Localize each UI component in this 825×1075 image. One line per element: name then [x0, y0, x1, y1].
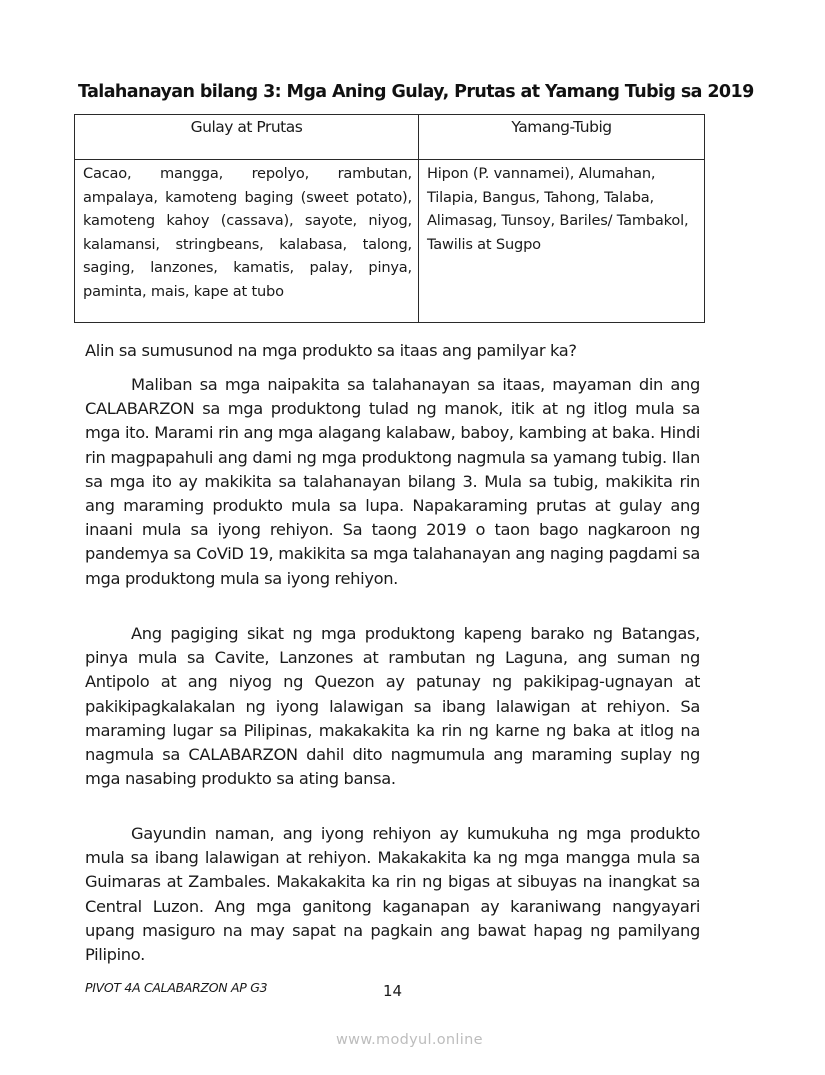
paragraph: [85, 622, 700, 791]
paragraph-text: Gayundin naman, ang iyong rehiyon ay kumukuha ng mga produkto mula sa ibang lalawigan at rehiyon. Makakakita ka ng mga mangga mula sa Guimaras at Zambales. Makakakita ka rin ng bigas at sibuyas na inangkat sa Central Luzon. Ang mga ganitong kaganapan ay karaniwang nangyayari upang masiguro na may sapat na pagkain ang bawat hapag ng pamilyang Pilipino.: [85, 824, 700, 965]
question-text: Alin sa sumusunod na mga produkto sa itaas ang pamilyar ka?: [85, 341, 577, 360]
page-number: 14: [383, 982, 403, 1000]
watermark: www.modyul.online: [336, 1032, 483, 1048]
paragraph-text: Maliban sa mga naipakita sa talahanayan sa itaas, mayaman din ang CALABARZON sa mga produktong tulad ng manok, itik at ng itlog mula sa mga ito. Marami rin ang mga alagang kalabaw, baboy, kambing at baka. Hindi rin magpapahuli ang dami ng mga produktong nagmula sa yamang tubig. Ilan sa mga ito ay makikita sa talahanayan bilang 3. Mula sa tubig, makikita rin ang maraming produkto mula sa lupa. Napakaraming prutas at gulay ang inaani mula sa iyong rehiyon. Sa taong 2019 o taon bago nagkaroon ng pandemya sa CoViD 19, makikita sa mga talahanayan ang naging pagdami sa mga produktong mula sa iyong rehiyon.: [85, 375, 700, 588]
column-header-yamang-tubig: Yamang-Tubig: [419, 115, 705, 160]
footer-module-label: PIVOT 4A CALABARZON AP G3: [85, 980, 268, 995]
table-cell-yamang-tubig: Hipon (P. vannamei), Alumahan, Tilapia, Bangus, Tahong, Talaba, Alimasag, Tunsoy, Bariles/ Tambakol, Tawilis at Sugpo: [419, 160, 705, 323]
products-table: [74, 114, 705, 323]
paragraph: [85, 822, 700, 967]
paragraph-text: Ang pagiging sikat ng mga produktong kapeng barako ng Batangas, pinya mula sa Cavite, Lanzones at rambutan ng Laguna, ang suman ng Antipolo at ang niyog ng Quezon ay patunay ng pakikipag-ugnayan at pakikipagkalakalan ng iyong lalawigan sa ibang lalawigan at rehiyon. Sa maraming lugar sa Pilipinas, makakakita ka rin ng karne ng baka at itlog na nagmula sa CALABARZON dahil dito nagmumula ang maraming suplay ng mga nasabing produkto sa ating bansa.: [85, 624, 700, 789]
column-header-gulay-prutas: Gulay at Prutas: [75, 115, 419, 160]
table-title: Talahanayan bilang 3: Mga Aning Gulay, Prutas at Yamang Tubig sa 2019: [78, 82, 754, 102]
paragraph: [85, 373, 700, 591]
table-cell-gulay-prutas: Cacao, mangga, repolyo, rambutan, ampalaya, kamoteng baging (sweet potato), kamoteng kahoy (cassava), sayote, niyog, kalamansi, stringbeans, kalabasa, talong, saging, lanzones, kamatis, palay, pinya, paminta, mais, kape at tubo: [75, 160, 419, 323]
table-header-row: [75, 115, 705, 160]
table-row: [75, 160, 705, 323]
